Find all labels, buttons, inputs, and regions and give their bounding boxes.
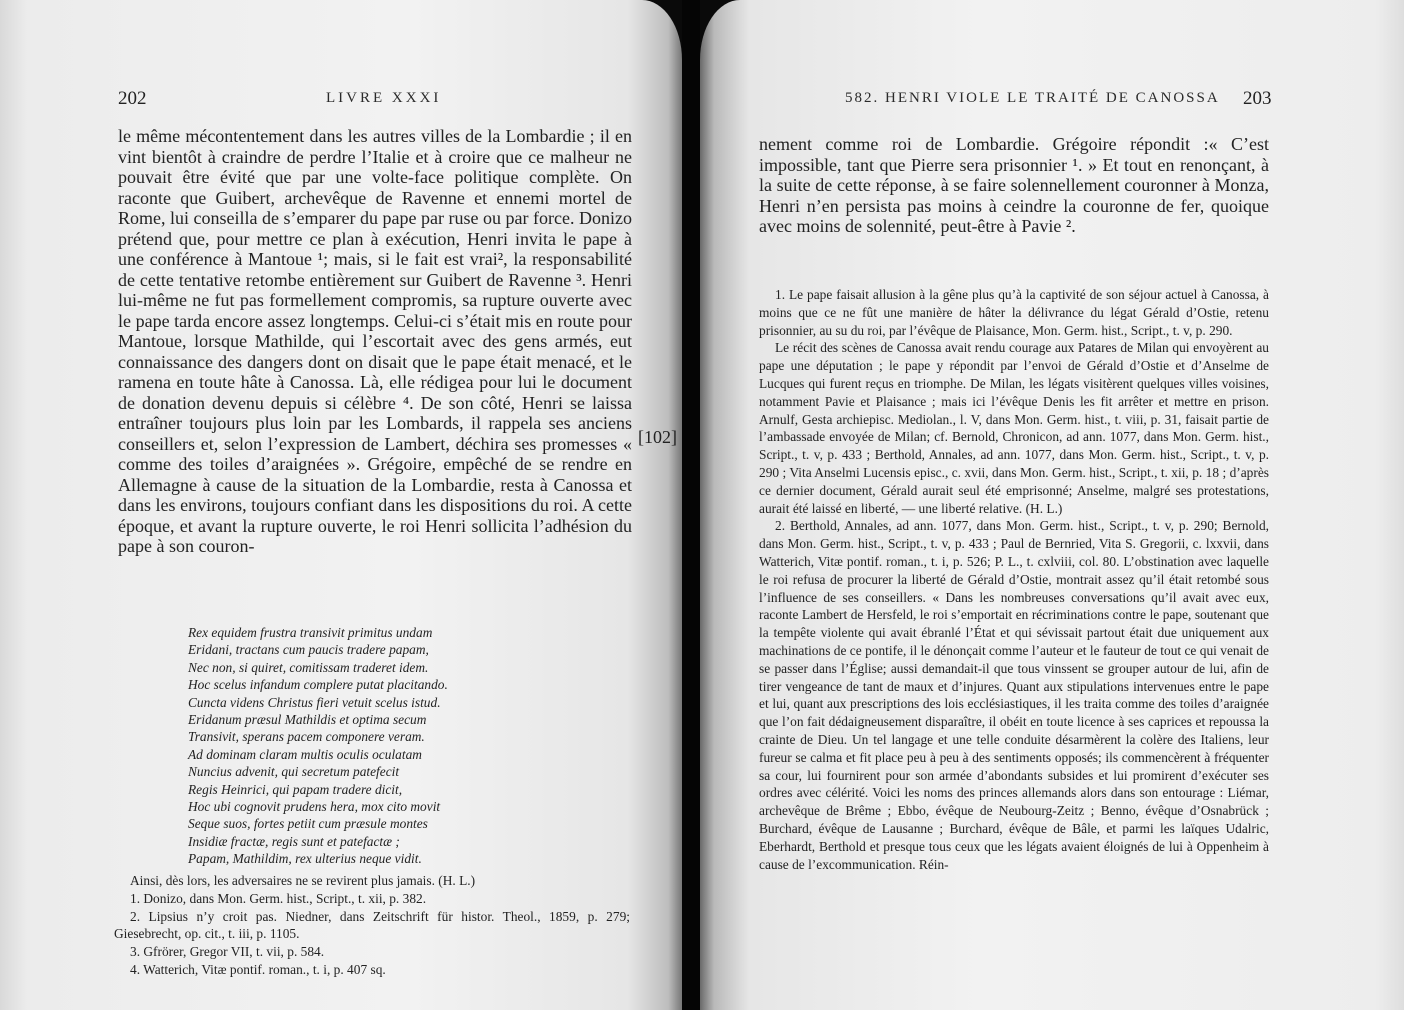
left-running-head: LIVRE XXXI <box>326 90 442 106</box>
footnote-2: 2. Lipsius n’y croit pas. Niedner, dans Zeitschrift für histor. Theol., 1859, p. 279; Giesebrecht, op. cit., t. iii, p. 1105. <box>114 908 630 942</box>
right-page-number: 203 <box>1243 88 1272 109</box>
right-page <box>700 0 1404 1010</box>
footnote-1: 1. Donizo, dans Mon. Germ. hist., Script., t. xii, p. 382. <box>130 890 427 906</box>
footnote-2: 2. Berthold, Annales, ad ann. 1077, dans Mon. Germ. hist., Script., t. v, p. 290; Bernold, dans Mon. Germ. hist., Script., t. v, p. 433 ; Paul de Bernried, Vita S. Gregorii, c. lxxvii, dans Watterich, Vitæ pontif. roman., t. i, p. 526; P. L., t. cxlviii, col. 80. L’obstination avec laquelle le roi refusa de procurer la liberté de Gérald d’Ostie, montrait assez qu’il était retombé sous l’influence de ses conseillers. « Dans les nombreuses conversations qu’il avait avec eux, raconte Lambert de Hersfeld, le roi s’emportait en récriminations contre le pape, soutenant que la tempête violente qui avait ébranlé l’État et qui sévissait partout était due uniquement aux machinations de ce pontife, il le dénonçait comme l’auteur et le fauteur de tout ce qui venait de se passer dans l’Église; aussi demandait-il que tous vinssent se grouper autour de lui, afin de tirer vengeance de tant de maux et d’injures. Quant aux stipulations intervenues entre le pape et lui, quant aux prescriptions des lois ecclésiastiques, il les traita comme des toiles d’araignée que l’on fait dédaigneusement disparaître, il obéit en toute licence à ses caprices et repoussa la crainte de Dieu. Un tel langage et une telle conduite désarmèrent la colère des Italiens, leur fureur se calma et fit place peu à peu à des sentiments opposés; ils commencèrent à fréquenter sa cour, lui fournirent pour son armée d’abondants subsides et lui promirent d’exécuter ses ordres avec célérité. Voici les noms des princes allemands alors dans son entourage : Liémar, archevêque de Brême ; Ebbo, évêque de Neubourg-Zeitz ; Benno, évêque d’Osnabrück ; Burchard, évêque de Lausanne ; Burchard, évêque de Bâle, et parmi les laïques Udalric, Eberhardt, Berthold et presque tous ceux que les légats avaient éloignés de lui à Oppenheim à cause de l’excommunication. Réin- <box>759 518 1269 872</box>
poem-line: Ad dominam claram multis oculis oculatam <box>188 746 422 762</box>
left-footnotes <box>114 872 630 979</box>
left-body-text <box>118 126 632 557</box>
poem-line: Nec non, si quiret, comitissam traderet idem. <box>188 659 429 675</box>
book-gutter <box>682 0 700 1010</box>
left-page-number: 202 <box>118 88 147 109</box>
poem-line: Hoc scelus infandum complere putat placitando. <box>188 677 448 693</box>
footnote-1-continuation: Le récit des scènes de Canossa avait rendu courage aux Patares de Milan qui envoyèrent au pape une députation ; le pape y répondit par l’envoi de Gérald d’Ostie et d’Anselme de Lucques qui furent reçus en triomphe. De Milan, les légats visitèrent quelques villes voisines, notamment Pavie et Plaisance ; mais ici l’évêque Denis les fit arrêter et mettre en prison. Arnulf, Gesta archiepisc. Mediolan., l. V, dans Mon. Germ. hist., t. viii, p. 31, faisait partie de l’ambassade envoyée de Milan; cf. Bernold, Chronicon, ad ann. 1077, dans Mon. Germ. hist., Script., t. v, p. 433 ; Berthold, Annales, ad ann. 1077, dans Mon. Germ. hist., Script., t. v, p. 290 ; Vita Anselmi Lucensis episc., c. xvii, dans Mon. Germ. hist., Script., t. xii, p. 18 ; d’après ce dernier document, Gérald aurait seul été emprisonné; Anselme, malgré ses protestations, aurait été laissé en liberté, — une liberté relative. (H. L.) <box>759 340 1269 516</box>
left-page <box>0 0 682 1010</box>
poem-line: Seque suos, fortes petiit cum præsule montes <box>188 816 428 832</box>
right-body-text <box>759 134 1269 237</box>
poem-line: Rex equidem frustra transivit primitus undam <box>188 625 433 640</box>
poem-line: Nuncius advenit, qui secretum patefecit <box>188 764 400 780</box>
latin-poem <box>188 624 448 868</box>
poem-line: Hoc ubi cognovit prudens hera, mox cito movit <box>188 799 441 815</box>
poem-line: Insidiæ fractæ, regis sunt et patefactæ ; <box>188 833 400 849</box>
footnote-1: 1. Le pape faisait allusion à la gêne plus qu’à la captivité de son séjour actuel à Canossa, à moins que ce ne fût une manière de hâter la délivrance du légat Gérald d’Ostie, retenu prisonnier, au su du roi, par l’évêque de Plaisance, Mon. Germ. hist., Script., t. v, p. 290. <box>759 287 1269 338</box>
poem-line: Papam, Mathildim, rex ulterius neque vidit. <box>188 851 422 867</box>
right-running-head: 582. HENRI VIOLE LE TRAITÉ DE CANOSSA <box>845 90 1220 106</box>
poem-line: Cuncta videns Christus fieri vetuit scelus istud. <box>188 694 441 710</box>
right-footnotes <box>759 286 1269 873</box>
poem-line: Eridanum præsul Mathildis et optima secum <box>188 712 427 728</box>
poem-line: Regis Heinrici, qui papam tradere dicit, <box>188 781 403 797</box>
right-body-paragraph: nement comme roi de Lombardie. Grégoire répondit :« C’est impossible, tant que Pierre sera prisonnier ¹. » Et tout en renonçant, à la suite de cette réponse, à se faire solennellement couronner à Monza, Henri n’en persista pas moins à ceindre la couronne de fer, quoique avec moins de solennité, peut-être à Pavie ². <box>759 134 1269 236</box>
poem-line: Transivit, sperans pacem componere veram. <box>188 729 425 745</box>
left-body-paragraph: le même mécontentement dans les autres villes de la Lombardie ; il en vint bientôt à craindre de perdre l’Italie et à croire que ce malheur ne pouvait être évité que par une volte-face politique complète. On raconte que Guibert, archevêque de Ravenne et ennemi mortel de Rome, lui conseilla de s’emparer du pape par ruse ou par force. Donizo prétend que, pour mettre ce plan à exécution, Henri invita le pape à une conférence à Mantoue ¹; mais, si le fait est vrai², la responsabilité de cette tentative retombe entièrement sur Guibert de Ravenne ³. Henri lui-même ne fut pas formellement compromis, sa rupture ouverte avec le pape tarda encore assez longtemps. Celui-ci s’était mis en route pour Mantoue, lorsque Mathilde, qui l’escortait avec des gens armés, eut connaissance des dangers dont on disait que le pape était menacé, et le ramena en toute hâte à Canossa. Là, elle rédigea pour lui le document de donation devenu depuis si célèbre ⁴. De son côté, Henri se laissa entraîner toujours plus loin par les Lombards, il rappela ses anciens conseillers et, selon l’expression de Lambert, déchira ses promesses « comme des toiles d’araignées ». Grégoire, empêché de se rendre en Allemagne à cause de la situation de la Lombardie, resta à Canossa et dans les environs, toujours confiant dans les dispositions du roi. A cette époque, et avant la rupture ouverte, le roi Henri sollicita l’adhésion du pape à son couron- <box>118 126 632 556</box>
footnote-3: 3. Gfrörer, Gregor VII, t. vii, p. 584. <box>130 944 325 960</box>
margin-page-reference: [102] <box>638 427 677 447</box>
footnote-continuation: Ainsi, dès lors, les adversaires ne se revirent plus jamais. (H. L.) <box>130 873 476 888</box>
poem-line: Eridani, tractans cum paucis tradere papam, <box>188 642 429 658</box>
footnote-4: 4. Watterich, Vitæ pontif. roman., t. i, p. 407 sq. <box>130 961 386 977</box>
